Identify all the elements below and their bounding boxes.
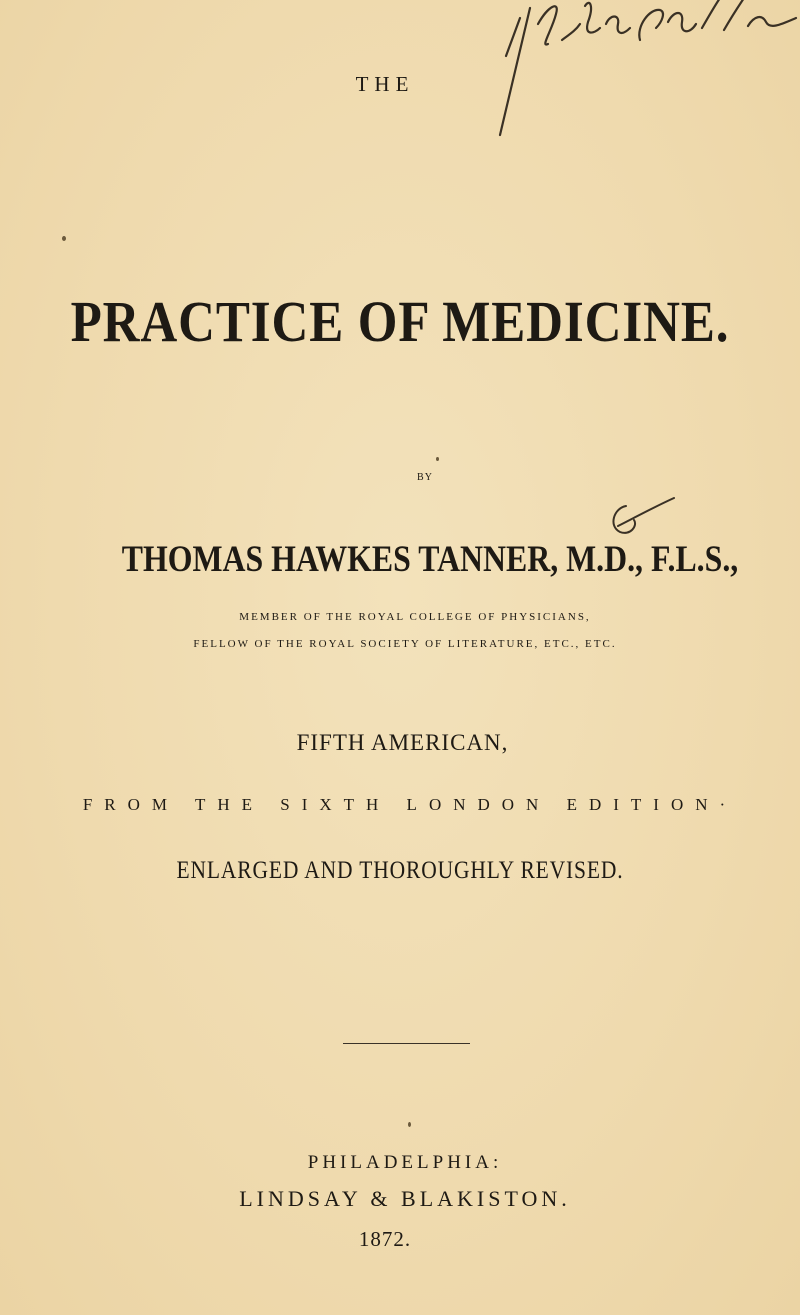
- author-name: THOMAS HAWKES TANNER, M.D., F.L.S.,: [121, 539, 739, 580]
- by-label: BY: [417, 472, 433, 483]
- imprint-publisher: LINDSAY & BLAKISTON.: [239, 1186, 571, 1211]
- ink-speck: [408, 1122, 411, 1127]
- author-membership: MEMBER OF THE ROYAL COLLEGE OF PHYSICIANS,: [239, 611, 591, 623]
- book-title: PRACTICE OF MEDICINE.: [70, 289, 730, 354]
- edition-line: FIFTH AMERICAN,: [296, 730, 509, 755]
- handwritten-signature: [490, 0, 800, 140]
- imprint-year: 1872.: [358, 1227, 412, 1251]
- edition-note: ENLARGED AND THOROUGHLY REVISED.: [176, 857, 624, 884]
- header-the: THE: [355, 72, 415, 96]
- ink-speck: [436, 457, 439, 461]
- imprint-city: PHILADELPHIA:: [307, 1152, 503, 1173]
- divider-rule: [343, 1043, 470, 1044]
- ink-speck: [62, 236, 66, 241]
- author-fellowship: FELLOW OF THE ROYAL SOCIETY OF LITERATURE, ETC., ETC.: [193, 638, 617, 650]
- handwritten-flourish: [604, 496, 676, 544]
- edition-source: FROM THE SIXTH LONDON EDITION·: [82, 795, 738, 814]
